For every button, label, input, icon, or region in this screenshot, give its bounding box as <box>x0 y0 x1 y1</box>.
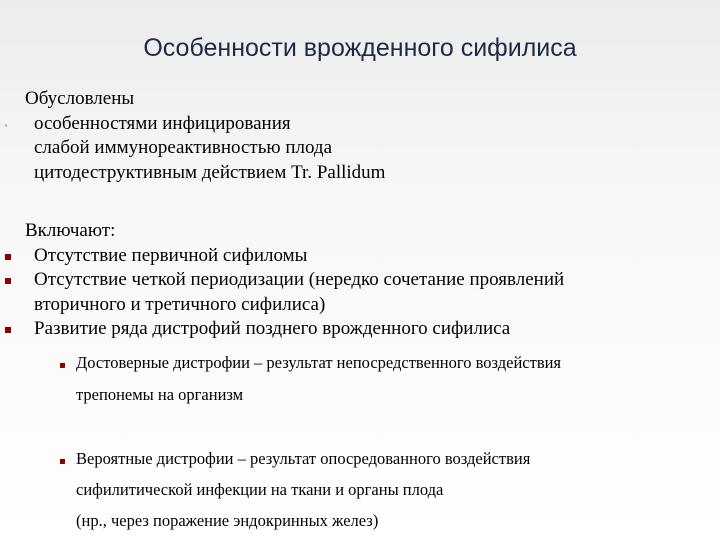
square-bullet-icon <box>5 327 11 333</box>
include-item-text: вторичного и третичного сифилиса) <box>34 293 326 315</box>
includes-heading: Включают: <box>25 220 116 241</box>
includes-block <box>0 219 720 342</box>
subitem-line: трепонемы на организм <box>76 385 244 404</box>
subitem-line: Вероятные дистрофии – результат опосредованного воздействия <box>76 449 531 468</box>
cause-item-text: особенностями инфицирования <box>34 112 291 134</box>
square-bullet-icon <box>60 363 65 368</box>
square-bullet-icon <box>5 278 11 284</box>
include-item <box>0 317 720 342</box>
include-item-continuation <box>0 293 720 318</box>
square-bullet-icon <box>5 254 11 260</box>
subitem-line: сифилитической инфекции на ткани и органы плода <box>76 480 444 499</box>
cause-item <box>0 161 720 186</box>
cause-item <box>0 136 720 161</box>
include-item-text: Развитие ряда дистрофий позднего врожденного сифилиса <box>34 318 511 339</box>
cause-item <box>0 112 720 137</box>
cause-item-text: слабой иммунореактивностью плода <box>34 137 333 158</box>
square-bullet-icon <box>60 459 65 464</box>
include-item-text: Отсутствие четкой периодизации (нередко сочетание проявлений <box>34 269 565 290</box>
include-item <box>0 268 720 293</box>
cause-item-text: цитодеструктивным действием Tr. Pallidum <box>34 161 386 183</box>
bullet-mark <box>5 124 7 127</box>
include-item-text: Отсутствие первичной сифиломы <box>34 244 308 266</box>
subitem-line: (нр., через поражение эндокринных желез) <box>76 511 379 530</box>
causes-heading: Обусловлены <box>25 88 135 109</box>
subitem-line: Достоверные дистрофии – результат непосредственного воздействия <box>76 353 562 372</box>
causes-block <box>0 87 720 185</box>
include-item <box>0 244 720 269</box>
slide-title: Особенности врожденного сифилиса <box>143 34 577 62</box>
